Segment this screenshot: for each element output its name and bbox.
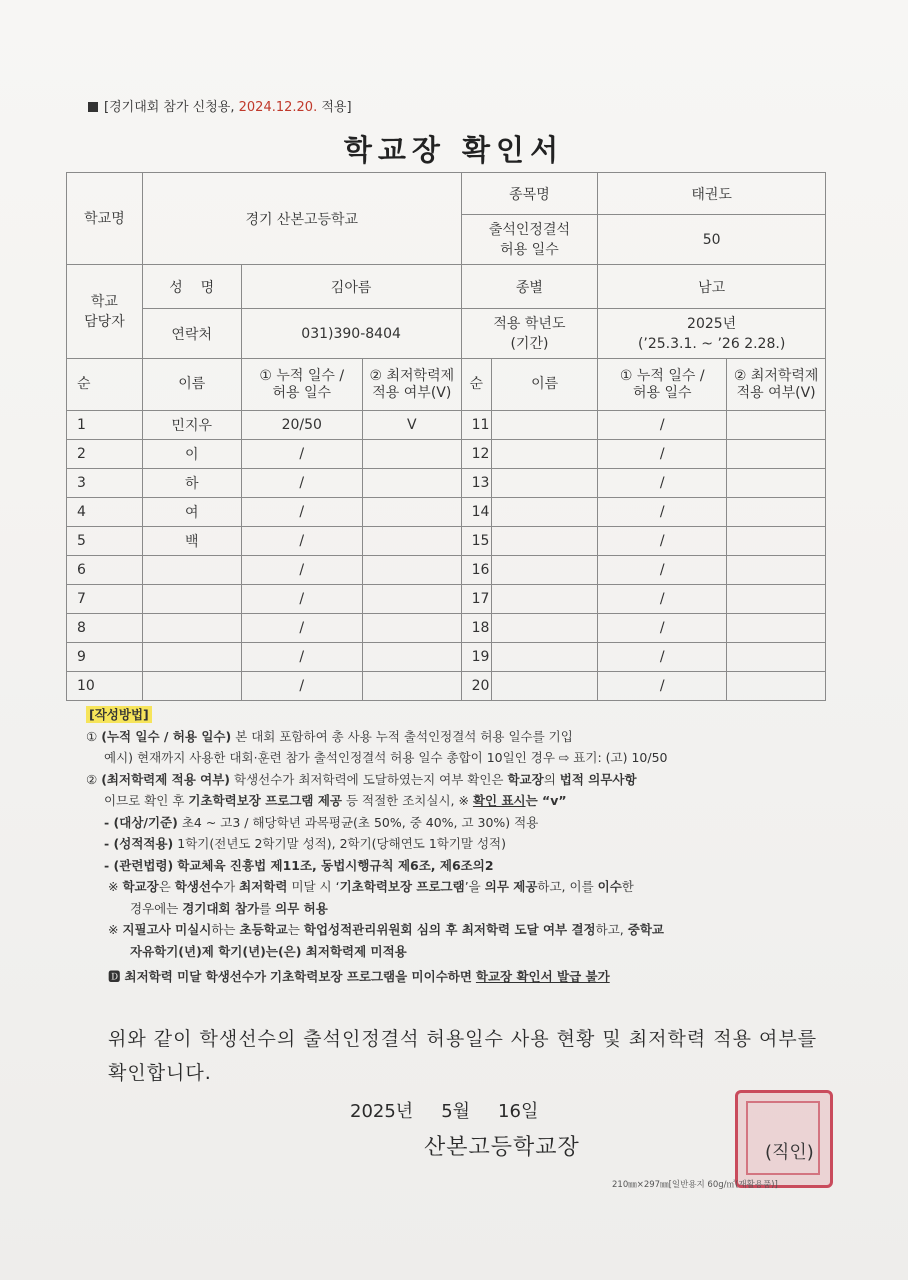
student-name-cell (492, 672, 598, 701)
student-name-cell (492, 614, 598, 643)
student-no-cell: 13 (461, 469, 491, 498)
document-title: 학교장 확인서 (343, 133, 565, 167)
student-list-header (67, 359, 826, 411)
staff-name-label: 성 명 (142, 265, 241, 309)
student-no-cell: 10 (67, 672, 143, 701)
student-days-cell: / (241, 527, 362, 556)
student-no-cell: 15 (461, 527, 491, 556)
student-days-cell: 20/50 (241, 411, 362, 440)
school-value: 경기 산본고등학교 (142, 173, 461, 265)
student-rows (67, 411, 826, 701)
student-name-cell: 여 (142, 498, 241, 527)
student-no-cell: 18 (461, 614, 491, 643)
student-no-cell: 7 (67, 585, 143, 614)
student-min-cell (362, 469, 461, 498)
confirmation-table (66, 172, 826, 701)
student-days-cell: / (598, 498, 727, 527)
student-min-cell (362, 440, 461, 469)
student-no-cell: 12 (461, 440, 491, 469)
student-min-cell (727, 643, 826, 672)
student-name-cell (492, 411, 598, 440)
student-no-cell: 19 (461, 643, 491, 672)
student-min-cell (362, 614, 461, 643)
student-row (67, 469, 826, 498)
col-name-header: 이름 (142, 359, 241, 411)
student-name-cell: 하 (142, 469, 241, 498)
student-name-cell (142, 614, 241, 643)
student-min-cell (727, 556, 826, 585)
applicability-date: 2024.12.20. (238, 100, 318, 115)
student-no-cell: 11 (461, 411, 491, 440)
student-no-cell: 16 (461, 556, 491, 585)
student-name-cell: 백 (142, 527, 241, 556)
student-days-cell: / (241, 498, 362, 527)
col-no-header: 순 (67, 359, 143, 411)
student-days-cell: / (241, 614, 362, 643)
issue-day: 16일 (498, 1101, 539, 1122)
student-min-cell (362, 556, 461, 585)
student-no-cell: 2 (67, 440, 143, 469)
student-days-cell: / (598, 556, 727, 585)
student-days-cell: / (241, 469, 362, 498)
contact-value: 031)390-8404 (241, 309, 461, 359)
student-no-cell: 3 (67, 469, 143, 498)
student-name-cell (492, 643, 598, 672)
student-days-cell: / (598, 643, 727, 672)
student-min-cell (727, 411, 826, 440)
student-row (67, 440, 826, 469)
student-row (67, 614, 826, 643)
allowed-days-value: 50 (598, 215, 826, 265)
issue-month: 5월 (441, 1101, 471, 1122)
student-min-cell (727, 585, 826, 614)
student-no-cell: 1 (67, 411, 143, 440)
staff-label: 학교 담당자 (67, 265, 143, 359)
instructions-heading: [작성방법] (86, 706, 152, 723)
col-min-header: ② 최저학력제 적용 여부(V) (362, 359, 461, 411)
col-days-header: ① 누적 일수 / 허용 일수 (241, 359, 362, 411)
student-min-cell (362, 527, 461, 556)
student-min-cell (362, 672, 461, 701)
student-row (67, 643, 826, 672)
col-name-header-right: 이름 (492, 359, 598, 411)
student-days-cell: / (598, 411, 727, 440)
issue-year: 2025년 (350, 1101, 414, 1122)
student-days-cell: / (598, 469, 727, 498)
student-no-cell: 20 (461, 672, 491, 701)
student-min-cell (727, 440, 826, 469)
confirmation-statement: 위와 같이 학생선수의 출석인정결석 허용일수 사용 현황 및 최저학력 적용 여부를 확인합니다. (108, 1028, 818, 1084)
student-min-cell (362, 498, 461, 527)
student-row (67, 411, 826, 440)
student-name-cell (142, 556, 241, 585)
col-min-header-right: ② 최저학력제 적용 여부(V) (727, 359, 826, 411)
student-days-cell: / (241, 556, 362, 585)
col-no-header-right: 순 (461, 359, 491, 411)
student-name-cell (492, 498, 598, 527)
student-days-cell: / (241, 643, 362, 672)
student-min-cell (727, 672, 826, 701)
student-days-cell: / (241, 672, 362, 701)
gender-label: 종별 (461, 265, 598, 309)
student-row (67, 556, 826, 585)
student-no-cell: 5 (67, 527, 143, 556)
notice-arrow-icon: 🅳 (108, 969, 121, 984)
school-year-label: 적용 학년도 (기간) (461, 309, 598, 359)
student-min-cell (727, 527, 826, 556)
student-name-cell (492, 440, 598, 469)
student-no-cell: 9 (67, 643, 143, 672)
student-min-cell (362, 643, 461, 672)
student-days-cell: / (598, 672, 727, 701)
student-no-cell: 14 (461, 498, 491, 527)
student-min-cell: V (362, 411, 461, 440)
student-no-cell: 6 (67, 556, 143, 585)
student-min-cell (727, 498, 826, 527)
student-name-cell (142, 672, 241, 701)
student-name-cell (492, 585, 598, 614)
student-name-cell (492, 556, 598, 585)
student-min-cell (727, 469, 826, 498)
school-label: 학교명 (67, 173, 143, 265)
student-days-cell: / (598, 614, 727, 643)
writing-instructions: [작성방법] ① (누적 일수 / 허용 일수) 본 대회 포함하여 총 사용 누적 출석인정결석 허용 일수를 기입 예시) 현재까지 사용한 대회·훈련 참가 출석인정결석 허용 일수 총합이 10일인 경우 ⇨ 표기: (고) 10/50 ② (최저학력제 적용 여부) 학생선수가 최저학력에 도달하였는지 여부 확인은 학교장의 법적 의무사항 이므로 확인 후 기초학력보장 프로그램 제공 등 적절한 조치실시, ※ 확인 표시는 “v” - (대상/기준) 초4 ~ 고3 / 해당학년 과목평균(초 50%, 중 40%, 고 30%) 적용 - (성적적용) 1학기(전년도 2학기말 성적), 2학기(당해연도 1학기말 성적) - (관련법령) 학교체육 진흥법 제11조, 동법시행규칙 제6조, 제6조의2 ※ 학교장은 학생선수가 최저학력 미달 시 ‘기초학력보장 프로그램’을 의무 제공하고, 이를 이수한 경우에는 경기대회 참가를 의무 허용 ※ 지필고사 미실시하는 초등학교는 학업성적관리위원회 심의 후 최저학력 도달 여부 결정하고, 중학교 자유학기(년)제 학기(년)는(은) 최저학력제 미적용 🅳 최저학력 미달 학생선수가 기초학력보장 프로그램을 미이수하면 학교장 확인서 발급 불가 (86, 707, 668, 984)
student-name-cell (492, 527, 598, 556)
student-row (67, 585, 826, 614)
student-days-cell: / (598, 527, 727, 556)
student-min-cell (362, 585, 461, 614)
staff-name-value: 김아름 (241, 265, 461, 309)
student-days-cell: / (598, 440, 727, 469)
event-value: 태권도 (598, 173, 826, 215)
student-name-cell: 민지우 (142, 411, 241, 440)
square-bullet-icon (88, 102, 98, 112)
student-days-cell: / (241, 440, 362, 469)
allowed-days-label: 출석인정결석 허용 일수 (461, 215, 598, 265)
seal-label: (직인) (765, 1142, 814, 1163)
contact-label: 연락처 (142, 309, 241, 359)
student-no-cell: 4 (67, 498, 143, 527)
gender-value: 남고 (598, 265, 826, 309)
issue-date (350, 1097, 566, 1123)
student-name-cell (142, 643, 241, 672)
col-days-header-right: ① 누적 일수 / 허용 일수 (598, 359, 727, 411)
student-row (67, 672, 826, 701)
student-days-cell: / (241, 585, 362, 614)
event-label: 종목명 (461, 173, 598, 215)
school-year-value: 2025년 (’25.3.1. ~ ’26 2.28.) (598, 309, 826, 359)
student-days-cell: / (598, 585, 727, 614)
student-name-cell (142, 585, 241, 614)
student-min-cell (727, 614, 826, 643)
student-name-cell (492, 469, 598, 498)
student-row (67, 527, 826, 556)
student-name-cell: 이 (142, 440, 241, 469)
student-no-cell: 17 (461, 585, 491, 614)
form-applicability-note: [경기대회 참가 신청용, 2024.12.20. 적용] (88, 96, 352, 115)
paper-spec-footer: 210㎜×297㎜[일반용지 60g/㎡(재활용품)] (612, 1180, 778, 1190)
student-row (67, 498, 826, 527)
principal-signature: 산본고등학교장 (424, 1135, 580, 1160)
student-no-cell: 8 (67, 614, 143, 643)
